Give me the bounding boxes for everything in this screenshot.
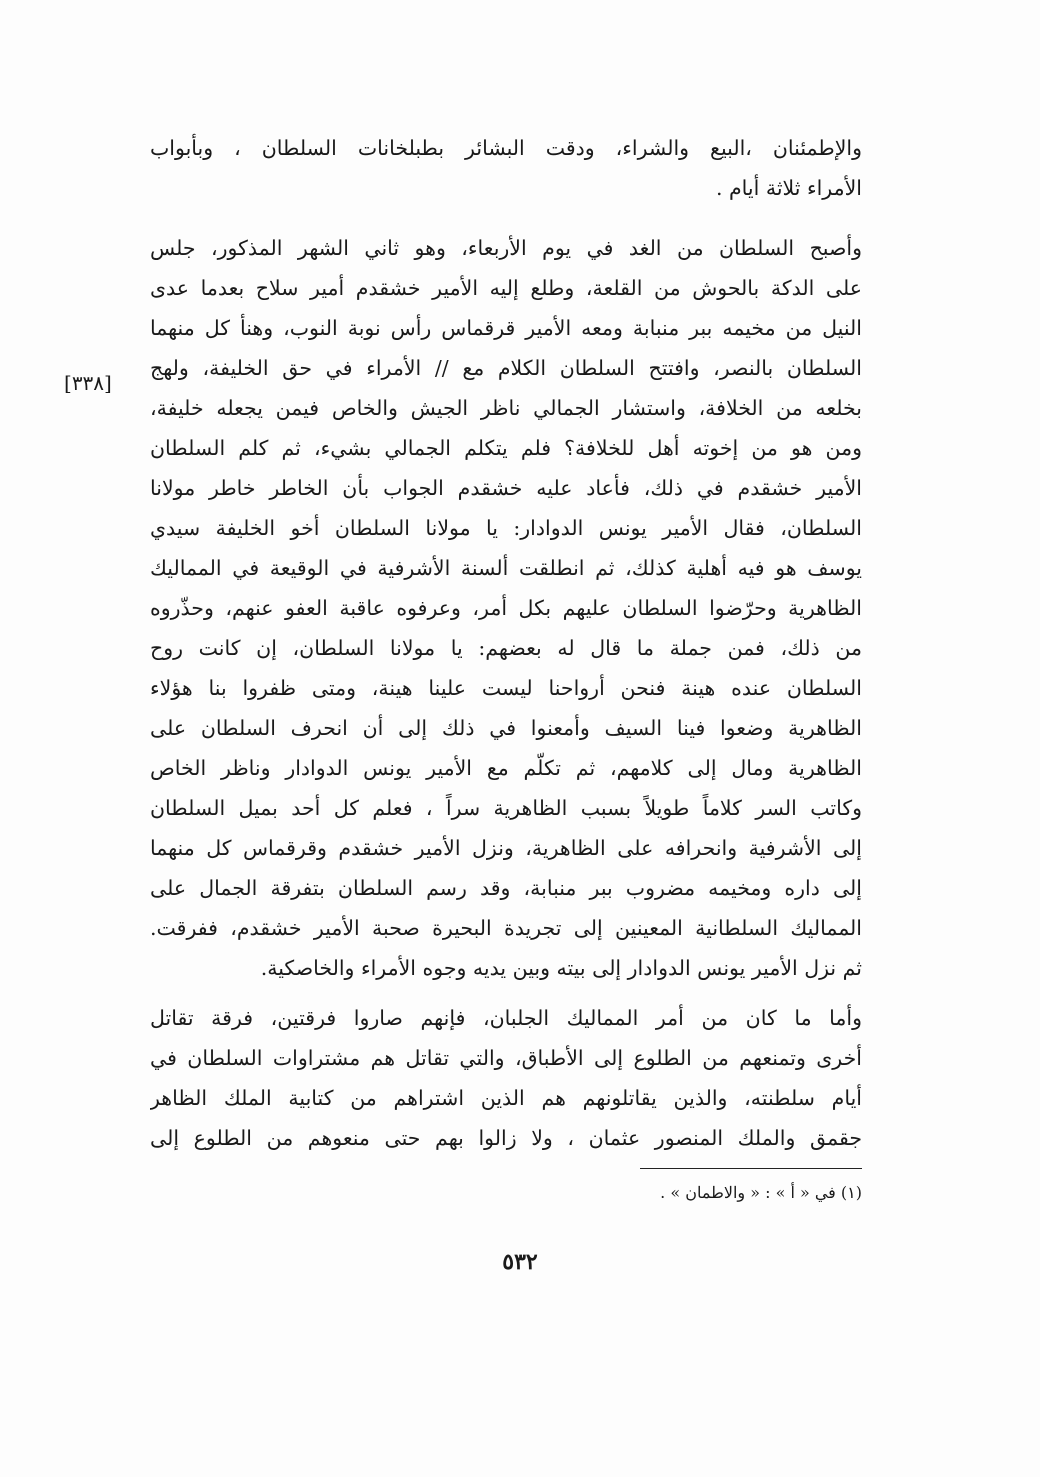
text-line: على الدكة بالحوش من القلعة، وطلع إليه الأمير خشقدم أمير سلاح بعدما عدى: [150, 276, 862, 300]
manuscript-folio-marker: [٣٣٨]: [64, 371, 112, 395]
text-line: أخرى وتمنعهم من الطلوع إلى الأطباق، والتي تقاتل هم مشتراوات السلطان في: [150, 1046, 862, 1070]
text-line: وأما ما كان من أمر المماليك الجلبان، فإنهم صاروا فرقتين، فرقة تقاتل: [150, 1006, 862, 1030]
text-line: ومن هو من إخوته أهل للخلافة؟ فلم يتكلم الجمالي بشيء، ثم كلم السلطان: [150, 436, 862, 460]
text-line: وأصبح السلطان من الغد في يوم الأربعاء، وهو ثاني الشهر المذكور، جلس: [150, 236, 862, 260]
text-line: والإطمئنان ،البيع والشراء، ودقت البشائر بطبلخانات السلطان ، وبأبواب: [150, 136, 862, 160]
text-line: الظاهرية ومال إلى كلامهم، ثم تكلّم مع الأمير يونس الدوادار وناظر الخاص: [150, 756, 862, 780]
text-line: النيل من مخيمه ببر منبابة ومعه الأمير قرقماس رأس نوبة النوب، وهنأ كل منهما: [150, 316, 862, 340]
text-line: السلطان، فقال الأمير يونس الدوادار: يا مولانا السلطان أخو الخليفة سيدي: [150, 516, 862, 540]
paragraph-2: [150, 228, 862, 988]
paragraph-1: [150, 128, 862, 208]
text-line: الظاهرية وحرّضوا السلطان عليهم بكل أمر، وعرفوه عاقبة العفو عنهم، وحذّروه: [150, 596, 862, 620]
footnote: (١) في « أ » : « والاطمان » .: [660, 1183, 862, 1202]
text-line: يوسف هو فيه أهلية كذلك، ثم انطلقت ألسنة الأشرفية في الوقيعة في المماليك: [150, 556, 862, 580]
text-line: الأمير خشقدم في ذلك، فأعاد عليه خشقدم الجواب بأن الخاطر خاطر مولانا: [150, 476, 862, 500]
text-line: بخلعه من الخلافة، واستشار الجمالي ناظر الجيش والخاص فيمن يجعله خليفة،: [150, 396, 862, 420]
paragraph-3: [150, 998, 862, 1158]
text-line: من ذلك، فمن جملة ما قال له بعضهم: يا مولانا السلطان، إن كانت روح: [150, 636, 862, 660]
text-line: السلطان عنده هينة فنحن أرواحنا ليست علينا هينة، ومتى ظفروا بنا هؤلاء: [150, 676, 862, 700]
text-line: أيام سلطنته، والذين يقاتلونهم هم الذين اشتراهم من كتابية الملك الظاهر: [150, 1086, 862, 1110]
text-line: وكاتب السر كلاماً طويلاً بسبب الظاهرية سراً ، فعلم كل أحد بميل السلطان: [150, 796, 862, 820]
page-number: ٥٣٢: [502, 1249, 538, 1275]
text-line: المماليك السلطانية المعينين إلى تجريدة البحيرة صحبة الأمير خشقدم، ففرقت.: [150, 916, 862, 940]
text-line: الظاهرية وضعوا فينا السيف وأمعنوا في ذلك إلى أن انحرف السلطان على: [150, 716, 862, 740]
footnote-divider: [640, 1168, 862, 1169]
text-line: جقمق والملك المنصور عثمان ، ولا زالوا بهم حتى منعوهم من الطلوع إلى: [150, 1126, 862, 1150]
text-line: السلطان بالنصر، وافتتح السلطان الكلام مع // الأمراء في حق الخليفة، ولهج: [150, 356, 862, 380]
text-line: إلى الأشرفية وانحرافه على الظاهرية، ونزل الأمير خشقدم وقرقماس كل منهما: [150, 836, 862, 860]
text-line: إلى داره ومخيمه مضروب ببر منبابة، وقد رسم السلطان بتفرقة الجمال على: [150, 876, 862, 900]
text-line: الأمراء ثلاثة أيام .: [715, 176, 862, 200]
text-line: ثم نزل الأمير يونس الدوادار إلى بيته وبين يديه وجوه الأمراء والخاصكية.: [260, 956, 862, 980]
